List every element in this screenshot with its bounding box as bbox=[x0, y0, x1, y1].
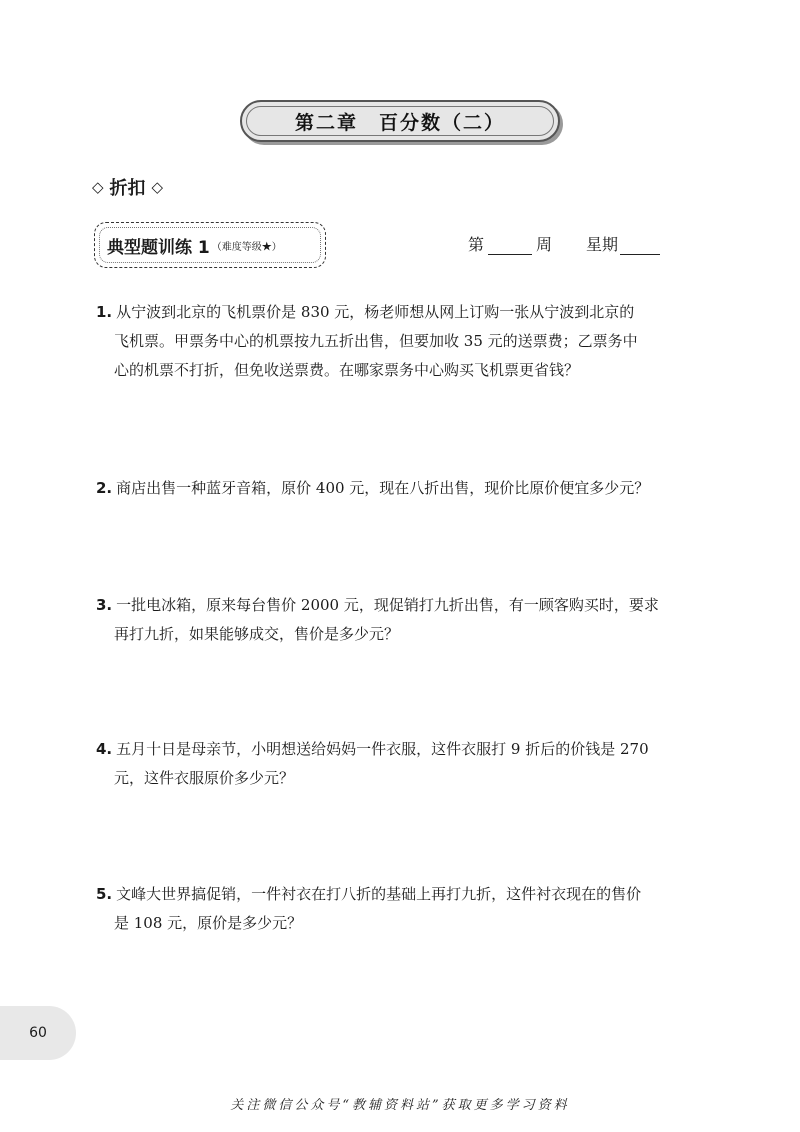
question-text: 五月十日是母亲节，小明想送给妈妈一件衣服，这件衣服打 9 折后的价钱是 270 bbox=[116, 740, 649, 758]
question-number: 5. bbox=[96, 885, 113, 903]
footer-note: 关注微信公众号“教辅资料站”获取更多学习资料 bbox=[230, 1098, 570, 1113]
chapter-banner bbox=[240, 100, 560, 142]
question-number: 3. bbox=[96, 596, 113, 614]
weekday-blank[interactable] bbox=[620, 236, 660, 255]
question-number: 2. bbox=[96, 479, 113, 497]
question-5 bbox=[96, 880, 716, 938]
question-number: 1. bbox=[96, 303, 113, 321]
question-text: 再打九折，如果能够成交，售价是多少元？ bbox=[114, 625, 400, 643]
section-title bbox=[92, 174, 163, 200]
question-text: 心的机票不打折，但免收送票费。在哪家票务中心购买飞机票更省钱？ bbox=[114, 361, 580, 379]
page-number bbox=[0, 1006, 76, 1060]
diamond-icon: ◇ bbox=[151, 178, 164, 196]
question-number: 4. bbox=[96, 740, 113, 758]
weekday-label: 星期 bbox=[586, 235, 619, 254]
week-suffix: 周 bbox=[536, 235, 553, 254]
question-text: 文峰大世界搞促销，一件衬衣在打八折的基础上再打九折，这件衬衣现在的售价 bbox=[116, 885, 642, 903]
week-day-fill bbox=[468, 232, 660, 255]
week-prefix: 第 bbox=[468, 235, 485, 254]
page-number-text: 60 bbox=[29, 1025, 47, 1041]
chapter-title: 第二章 百分数（二） bbox=[294, 111, 505, 134]
difficulty-level: （难度等级★） bbox=[211, 241, 282, 253]
practice-label-box bbox=[94, 222, 326, 268]
question-text: 飞机票。甲票务中心的机票按九五折出售，但要加收 35 元的送票费；乙票务中 bbox=[114, 332, 638, 350]
question-text: 是 108 元，原价是多少元？ bbox=[114, 914, 303, 932]
section-title-text: 折扣 bbox=[109, 178, 146, 199]
question-text: 从宁波到北京的飞机票价是 830 元，杨老师想从网上订购一张从宁波到北京的 bbox=[116, 303, 635, 321]
question-text: 元，这件衣服原价多少元？ bbox=[114, 769, 295, 787]
question-2 bbox=[96, 474, 716, 503]
question-1 bbox=[96, 298, 716, 385]
practice-title: 典型题训练 1 bbox=[107, 237, 210, 258]
question-text: 商店出售一种蓝牙音箱，原价 400 元，现在八折出售，现价比原价便宜多少元？ bbox=[116, 479, 650, 497]
week-blank[interactable] bbox=[488, 236, 532, 255]
question-text: 一批电冰箱，原来每台售价 2000 元，现促销打九折出售，有一顾客购买时，要求 bbox=[116, 596, 659, 614]
diamond-icon: ◇ bbox=[92, 178, 104, 196]
question-3 bbox=[96, 591, 716, 649]
question-4 bbox=[96, 735, 716, 793]
